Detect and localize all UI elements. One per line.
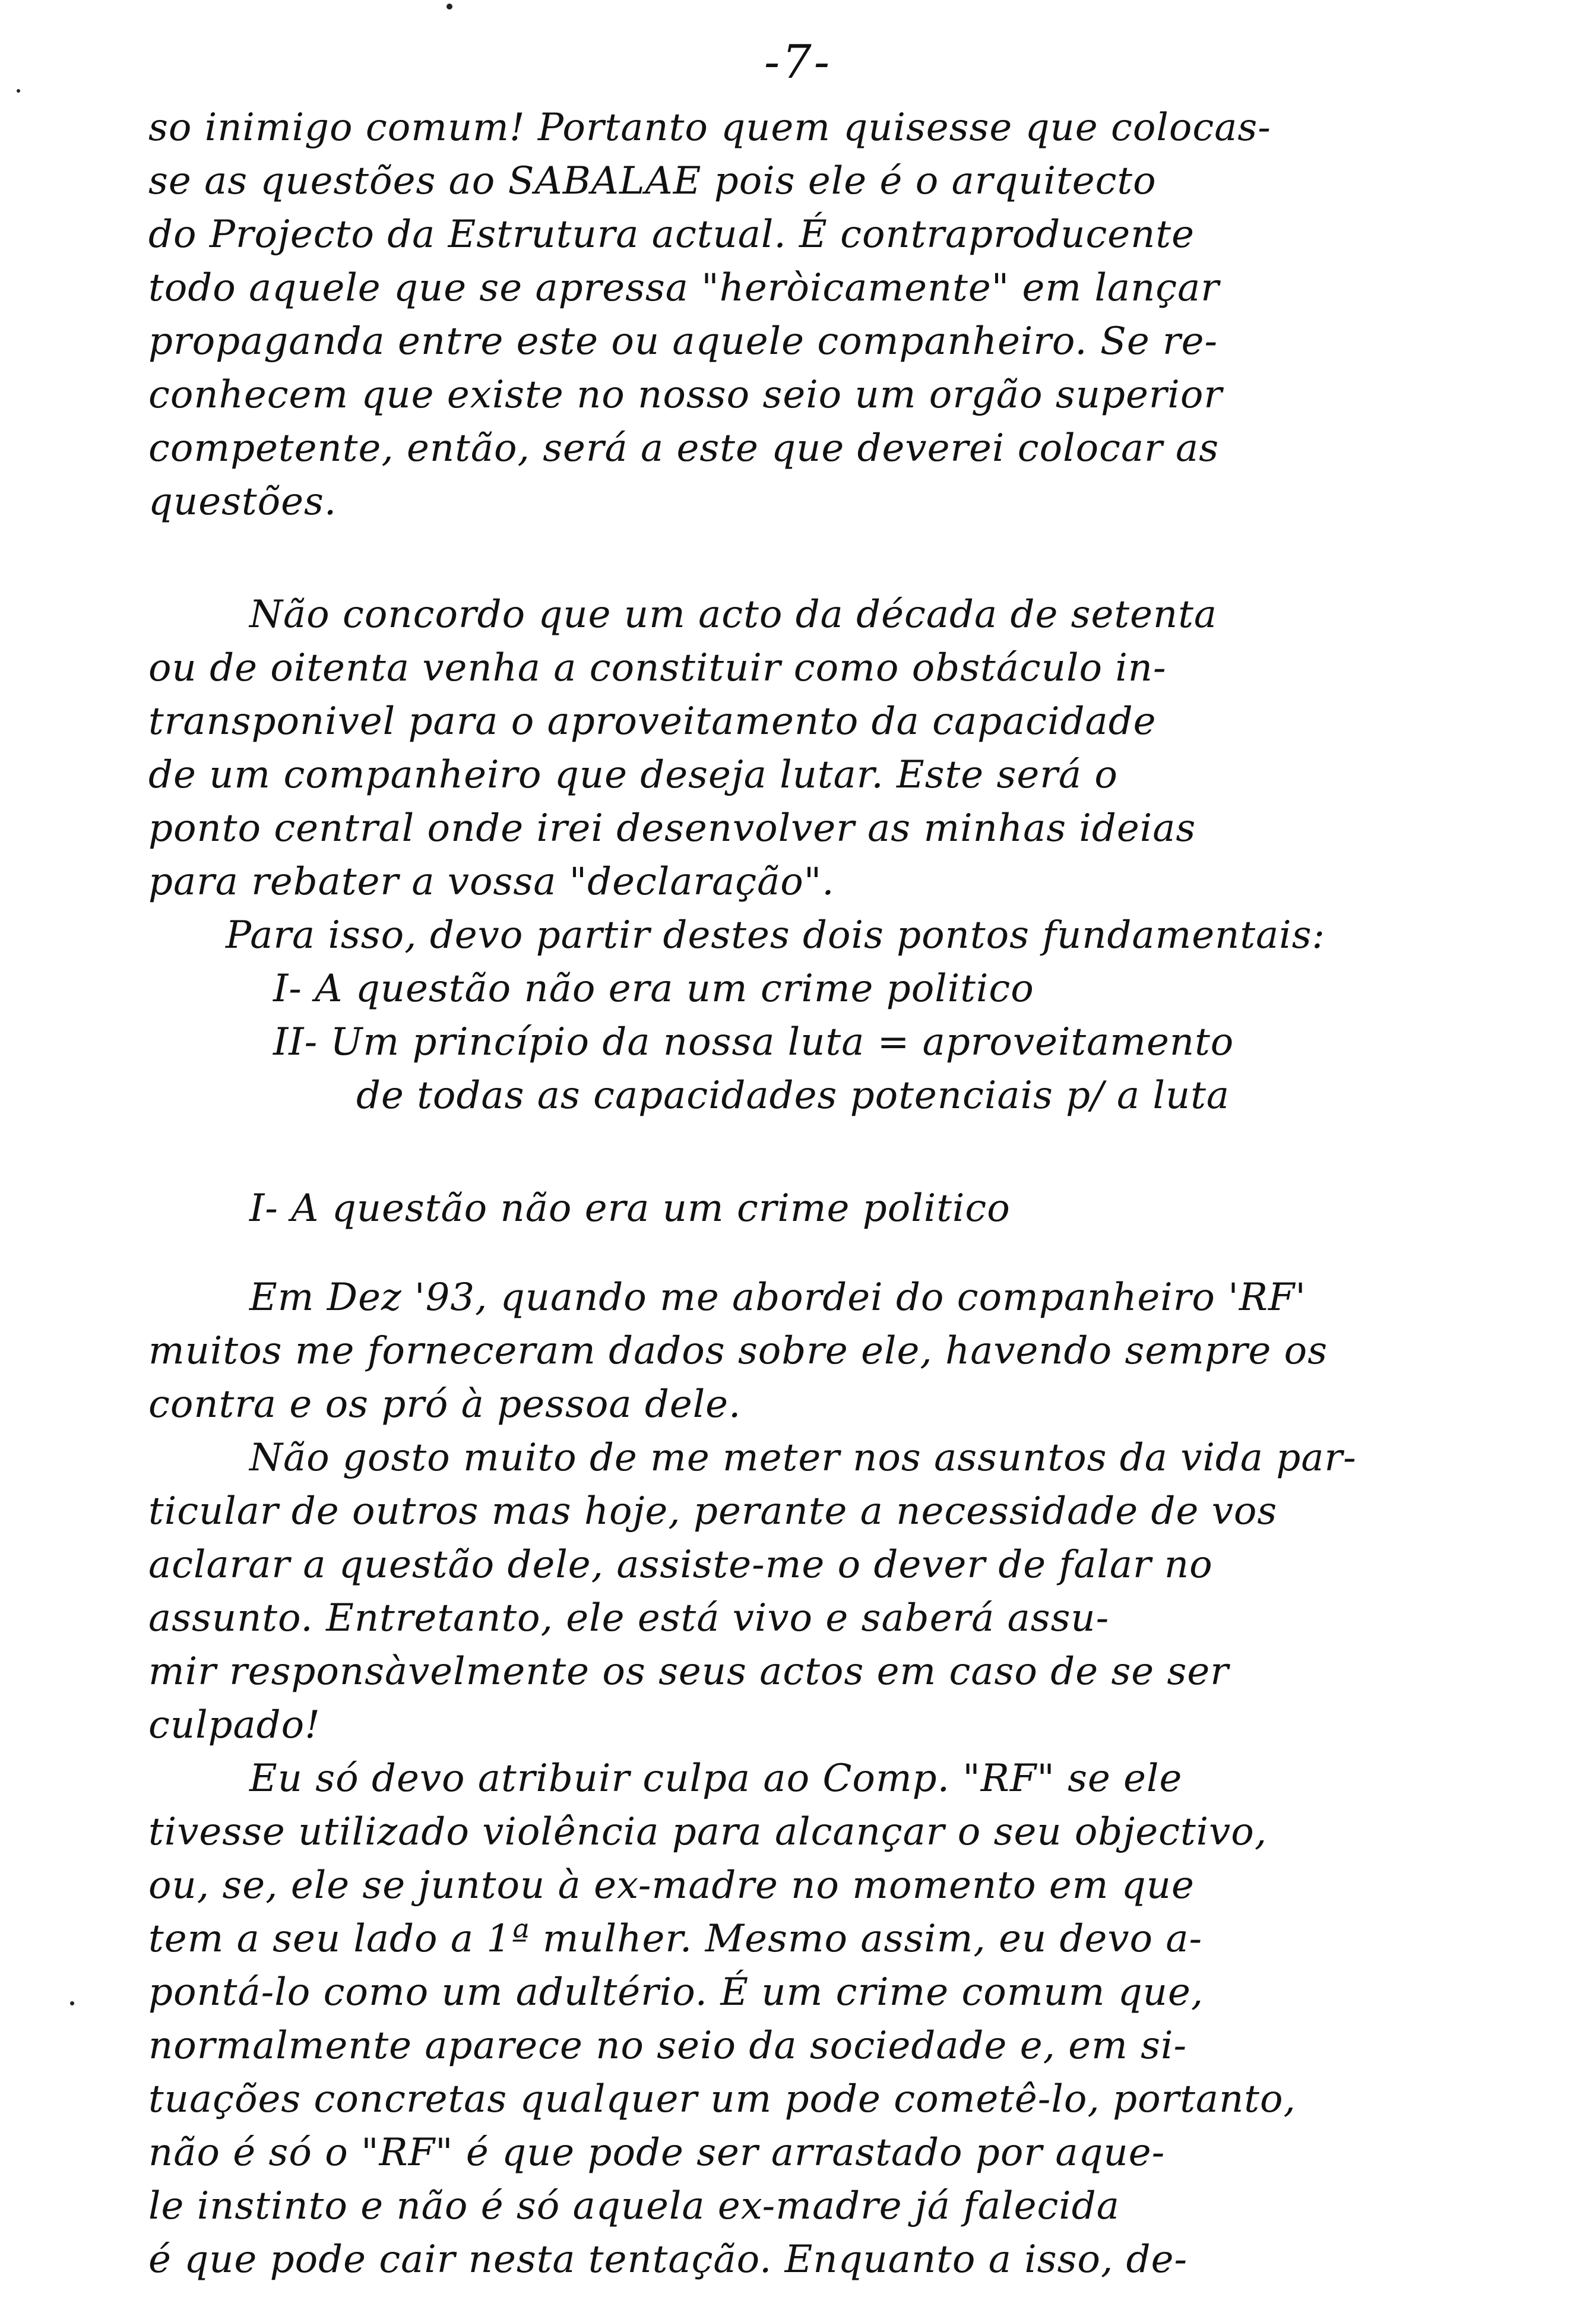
text-line: se as questões ao SABALAE pois ele é o arquitecto — [148, 159, 1157, 203]
text-line: competente, então, será a este que deverei colocar as — [148, 426, 1220, 470]
text-line: assunto. Entretanto, ele está vivo e saberá assu- — [148, 1596, 1110, 1640]
text-line: propaganda entre este ou aquele companheiro. Se re- — [148, 319, 1218, 363]
paragraph-1 — [148, 101, 1455, 529]
text-line: le instinto e não é só aquela ex-madre já falecida — [148, 2184, 1120, 2228]
paragraph-5 — [148, 1752, 1455, 2286]
text-line: transponivel para o aproveitamento da capacidade — [148, 700, 1157, 743]
text-line: ponto central onde irei desenvolver as minhas ideias — [148, 806, 1196, 850]
text-line: é que pode cair nesta tentação. Enquanto a isso, de- — [148, 2238, 1188, 2282]
text-line: ou de oitenta venha a constituir como obstáculo in- — [148, 646, 1167, 690]
text-line: do Projecto da Estrutura actual. É contraproducente — [148, 213, 1195, 257]
text-line: de um companheiro que deseja lutar. Este será o — [148, 753, 1118, 797]
text-line: ou, se, ele se juntou à ex-madre no momento em que — [148, 1863, 1195, 1907]
text-line: questões. — [148, 480, 337, 524]
points-intro: Para isso, devo partir destes dois pontos fundamentais: — [226, 913, 1326, 957]
text-line: Em Dez '93, quando me abordei do companheiro 'RF' — [249, 1276, 1306, 1320]
paragraph-2 — [148, 588, 1455, 909]
page-number: -7- — [764, 36, 832, 89]
text-line: tem a seu lado a 1ª mulher. Mesmo assim, eu devo a- — [148, 1917, 1203, 1961]
text-line: tivesse utilizado violência para alcançar o seu objectivo, — [148, 1810, 1268, 1854]
text-line: contra e os pró à pessoa dele. — [148, 1382, 742, 1426]
section-heading: I- A questão não era um crime politico — [249, 1187, 1011, 1230]
handwritten-body — [148, 101, 1455, 2286]
text-line: muitos me forneceram dados sobre ele, havendo sempre os — [148, 1329, 1328, 1373]
point-item: I- A questão não era um crime politico — [273, 967, 1034, 1011]
paragraph-4 — [148, 1431, 1455, 1752]
text-line: ticular de outros mas hoje, perante a necessidade de vos — [148, 1489, 1278, 1533]
text-line: pontá-lo como um adultério. É um crime comum que, — [148, 1970, 1204, 2014]
paragraph-3 — [148, 1271, 1455, 1431]
text-line: todo aquele que se apressa "heròicamente" em lançar — [148, 266, 1220, 310]
scan-speck — [70, 2001, 74, 2005]
fundamental-points — [148, 909, 1455, 1122]
text-line: so inimigo comum! Portanto quem quisesse que colocas- — [148, 106, 1271, 150]
text-line: normalmente aparece no seio da sociedade e, em si- — [148, 2024, 1188, 2068]
text-line: não é só o "RF" é que pode ser arrastado por aque- — [148, 2131, 1166, 2175]
text-line: para rebater a vossa "declaração". — [148, 860, 835, 904]
text-line: aclarar a questão dele, assiste-me o dever de falar no — [148, 1543, 1213, 1587]
text-line: tuações concretas qualquer um pode cometê-lo, portanto, — [148, 2077, 1296, 2121]
point-item: II- Um princípio da nossa luta = aproveitamento — [273, 1020, 1234, 1064]
point-item-continuation: de todas as capacidades potenciais p/ a luta — [356, 1074, 1230, 1118]
text-line: culpado! — [148, 1703, 321, 1747]
scan-speck — [446, 4, 452, 10]
scan-speck — [17, 89, 20, 93]
text-line: mir responsàvelmente os seus actos em caso de se ser — [148, 1650, 1229, 1694]
text-line: Não concordo que um acto da década de setenta — [249, 593, 1218, 637]
text-line: conhecem que existe no nosso seio um orgão superior — [148, 373, 1223, 417]
text-line: Não gosto muito de me meter nos assuntos da vida par- — [249, 1436, 1357, 1480]
text-line: Eu só devo atribuir culpa ao Comp. "RF" se ele — [249, 1757, 1183, 1801]
